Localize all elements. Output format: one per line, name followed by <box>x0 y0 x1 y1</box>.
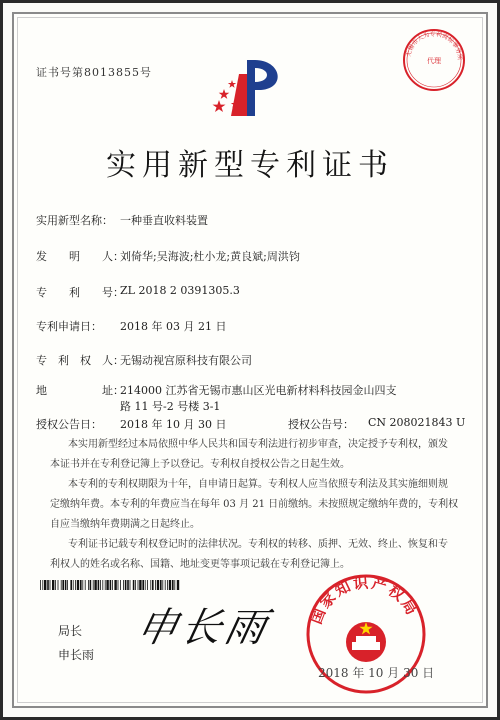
barcode-bar <box>123 580 124 590</box>
barcode-bar <box>135 580 136 590</box>
barcode-bar <box>133 580 135 590</box>
barcode-bar <box>40 580 41 590</box>
barcode-bar <box>142 580 144 590</box>
barcode-bar <box>85 580 86 590</box>
inventor-label: 发 明 人： <box>36 250 124 263</box>
patent-number-value: ZL 2018 2 0391305.3 <box>120 284 240 297</box>
barcode-bar <box>110 580 112 590</box>
barcode-bar <box>98 580 100 590</box>
barcode-bar <box>94 580 96 590</box>
barcode-bar <box>152 580 154 590</box>
certificate-title: 实用新型专利证书 <box>106 148 394 183</box>
barcode-bar <box>58 580 59 590</box>
paragraph-line-3: 本专利的专利权期限为十年，自申请日起算。专利权人应当依照专利法及其实施细则规 <box>68 479 448 490</box>
grant-number-label: 授权公告号： <box>288 418 354 431</box>
barcode-bar <box>65 580 67 590</box>
svg-text:国家知识产权局 <box>307 573 422 626</box>
inventor-value: 刘倚华;吴海波;杜小龙;黄良斌;周洪钧 <box>120 250 300 263</box>
seal-date: 2018 年 10 月 30 日 <box>318 666 435 680</box>
paragraph-line-4: 定缴纳年费。本专利的年费应当在每年 03 月 21 日前缴纳。未按照规定缴纳年费的，专利权 <box>50 499 459 510</box>
barcode-bar <box>80 580 82 590</box>
barcode-bar <box>145 580 146 590</box>
grant-number-value: CN 208021843 U <box>368 416 466 429</box>
barcode-bar <box>139 580 141 590</box>
paragraph-line-1: 本实用新型经过本局依照中华人民共和国专利法进行初步审查，决定授予专利权，颁发 <box>68 439 448 450</box>
barcode-bar <box>155 580 156 590</box>
patent-number-label: 专 利 号： <box>36 286 124 299</box>
barcode-bar <box>70 580 72 590</box>
barcode-bar <box>172 580 174 590</box>
agent-stamp-center-text: 代理 <box>427 57 441 65</box>
barcode-bar <box>52 580 54 590</box>
barcode-bar <box>55 580 56 590</box>
svg-text:无锡市大为专利商标事务所 <box>404 30 464 61</box>
barcode-bar <box>162 580 163 590</box>
barcode-bar <box>67 580 68 590</box>
paragraph-line-6: 专利证书记载专利权登记时的法律状况。专利权的转移、质押、无效、终止、恢复和专 <box>68 539 448 550</box>
barcode-bar <box>160 580 162 590</box>
barcode-bar <box>47 580 49 590</box>
certificate-number: 证书号第8013855号 <box>36 66 152 79</box>
filing-date-value: 2018 年 03 月 21 日 <box>120 320 227 333</box>
barcode-bar <box>82 580 83 590</box>
barcode-bar <box>102 580 103 590</box>
barcode-bar <box>105 580 106 590</box>
grant-date-label: 授权公告日： <box>36 418 102 431</box>
barcode <box>40 580 180 590</box>
agent-stamp <box>402 28 466 92</box>
barcode-bar <box>150 580 151 590</box>
barcode-bar <box>61 580 62 590</box>
barcode-bar <box>106 580 108 590</box>
patent-office-logo <box>205 56 295 122</box>
seal-ring-text: 国家知识产权局 <box>307 573 422 627</box>
director-title: 局长 <box>58 624 83 638</box>
agent-stamp-ring-text: 无锡市大为专利商标事务所 <box>405 30 464 61</box>
barcode-bar <box>93 580 94 590</box>
barcode-bar <box>90 580 92 590</box>
barcode-bar <box>177 580 179 590</box>
barcode-bar <box>42 580 43 590</box>
barcode-bar <box>125 580 127 590</box>
barcode-bar <box>50 580 51 590</box>
grant-date-value: 2018 年 10 月 30 日 <box>120 418 227 431</box>
barcode-bar <box>77 580 79 590</box>
barcode-bar <box>169 580 171 590</box>
handwritten-signature: 申长雨 <box>132 605 275 651</box>
paragraph-line-5: 自应当缴纳年费期满之日起终止。 <box>50 519 200 530</box>
utility-model-name-value: 一种垂直收料装置 <box>120 214 208 227</box>
utility-model-name-label: 实用新型名称： <box>36 214 113 227</box>
paragraph-line-2: 本证书并在专利登记簿上予以登记。专利权自授权公告之日起生效。 <box>50 459 350 470</box>
barcode-bar <box>112 580 113 590</box>
barcode-bar <box>73 580 74 590</box>
barcode-bar <box>100 580 101 590</box>
barcode-bar <box>130 580 131 590</box>
barcode-bar <box>44 580 46 590</box>
filing-date-label: 专利申请日： <box>36 320 102 333</box>
barcode-bar <box>157 580 159 590</box>
barcode-bar <box>138 580 139 590</box>
barcode-bar <box>127 580 129 590</box>
barcode-bar <box>118 580 119 590</box>
paragraph-line-7: 利权人的姓名或名称、国籍、地址变更等事项记载在专利登记簿上。 <box>50 559 350 570</box>
address-line-2: 路 11 号-2 号楼 3-1 <box>120 400 221 413</box>
barcode-bar <box>88 580 89 590</box>
barcode-bar <box>165 580 166 590</box>
barcode-bar <box>120 580 121 590</box>
barcode-bar <box>167 580 168 590</box>
patent-owner-label: 专 利 权 人： <box>36 354 124 367</box>
barcode-bar <box>147 580 148 590</box>
national-emblem-icon <box>346 622 386 662</box>
patent-owner-value: 无锡动视宫原科技有限公司 <box>120 354 252 367</box>
barcode-bar <box>174 580 175 590</box>
barcode-bar <box>62 580 64 590</box>
barcode-bar <box>114 580 116 590</box>
address-line-1: 214000 江苏省无锡市惠山区光电新材料科技园金山四支 <box>120 384 397 397</box>
barcode-bar <box>75 580 76 590</box>
address-label: 地 址： <box>36 384 124 397</box>
director-name: 申长雨 <box>58 648 95 662</box>
